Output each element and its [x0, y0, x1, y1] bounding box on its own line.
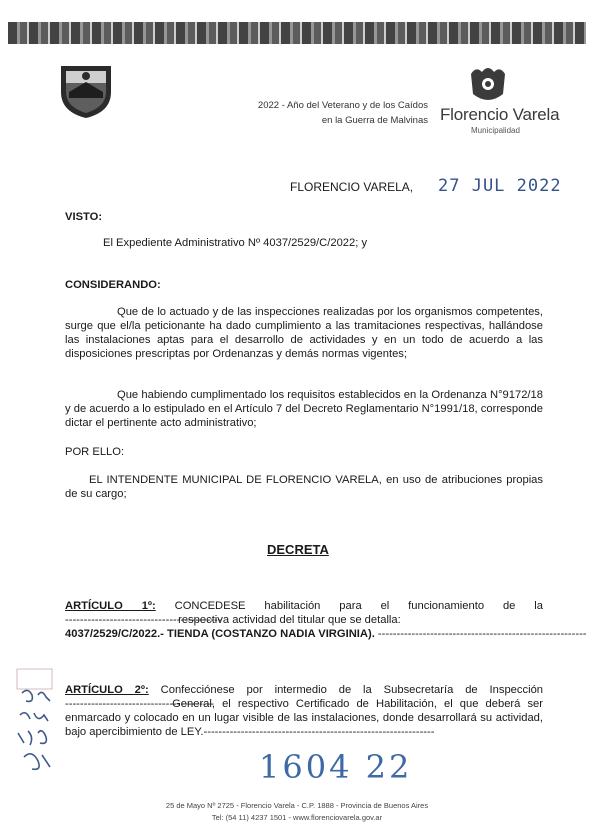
articulo-2	[65, 683, 543, 739]
considerando-paragraph-1: Que de lo actuado y de las inspecciones realizadas por los organismos competentes, surge que el/la peticionante ha dado cumplimiento a las tramitaciones respectivas, hallándose las instalaciones aptas para el desarrollo de actividades y en un todo de acuerdo a las disposiciones prescriptas por Ordenanzas y demás normas vigentes;	[65, 306, 543, 360]
articulo-1	[65, 599, 587, 641]
articulo-1-line-1: CONCEDESE habilitación para el funcionamiento de la	[174, 600, 544, 612]
decree-number-stamp: 1604 22	[259, 748, 413, 786]
municipality-name: Florencio Varela	[440, 105, 560, 124]
articulo-2-line-2: General, el respectivo Certificado de Habilitación, el que deberá ser enmarcado y colocado en un lugar visible de las instalaciones, donde desarrollará su actividad, bajo apercibimiento de LEY.	[65, 698, 543, 738]
considerando-heading: CONSIDERANDO:	[65, 279, 161, 291]
articulo-1-dashes-1: ------------------------------------------	[65, 614, 222, 626]
year-motto	[200, 98, 428, 128]
municipality-logo	[468, 64, 508, 110]
coat-of-arms-logo	[57, 62, 115, 120]
articulo-2-dashes-1: ----------------------------------------	[65, 698, 215, 710]
footer-contact: Tel: (54 11) 4237 1501 - www.florenciovarela.gov.ar	[211, 813, 383, 822]
date-place: FLORENCIO VARELA,	[290, 180, 414, 194]
articulo-1-line-2: respectiva actividad del titular que se detalla:	[178, 614, 401, 626]
por-ello-heading: POR ELLO:	[65, 446, 125, 458]
scan-artifact-bar	[8, 22, 586, 44]
por-ello-text: EL INTENDENTE MUNICIPAL DE FLORENCIO VARELA, en uso de atribuciones propias de su cargo;	[65, 474, 543, 500]
motto-line-2: en la Guerra de Malvinas	[321, 115, 428, 126]
visto-text: El Expediente Administrativo Nº 4037/2529/C/2022; y	[103, 237, 368, 249]
articulo-1-dashes-2: --------------------------------------------------------	[377, 628, 587, 640]
articulo-1-label: ARTÍCULO 1º:	[65, 600, 156, 612]
footer-address: 25 de Mayo Nº 2725 - Florencio Varela - C.P. 1888 - Provincia de Buenos Aires	[165, 801, 429, 810]
articulo-2-label: ARTÍCULO 2º:	[65, 684, 149, 696]
articulo-2-line-1: Confecciónese por intermedio de la Subsecretaría de Inspección	[160, 684, 544, 696]
motto-line-1: 2022 - Año del Veterano y de los Caídos	[257, 100, 428, 111]
handwritten-annotations	[12, 665, 67, 780]
considerando-paragraph-2: Que habiendo cumplimentado los requisitos establecidos en la Ordenanza N°9172/18 y de acuerdo a lo estipulado en el Artículo 7 del Decreto Reglamentario N°1991/18, corresponde dictar el pertinente acto administrativo;	[65, 389, 543, 429]
visto-heading: VISTO:	[65, 211, 103, 223]
articulo-1-detail: 4037/2529/C/2022.- TIENDA (COSTANZO NADIA VIRGINIA).	[65, 628, 375, 640]
municipality-subtitle: Municipalidad	[471, 126, 520, 135]
decreta-heading: DECRETA	[267, 542, 329, 557]
articulo-2-dashes-2: --------------------------------------------------------------	[203, 726, 435, 738]
date-stamp: 27 JUL 2022	[438, 176, 562, 196]
